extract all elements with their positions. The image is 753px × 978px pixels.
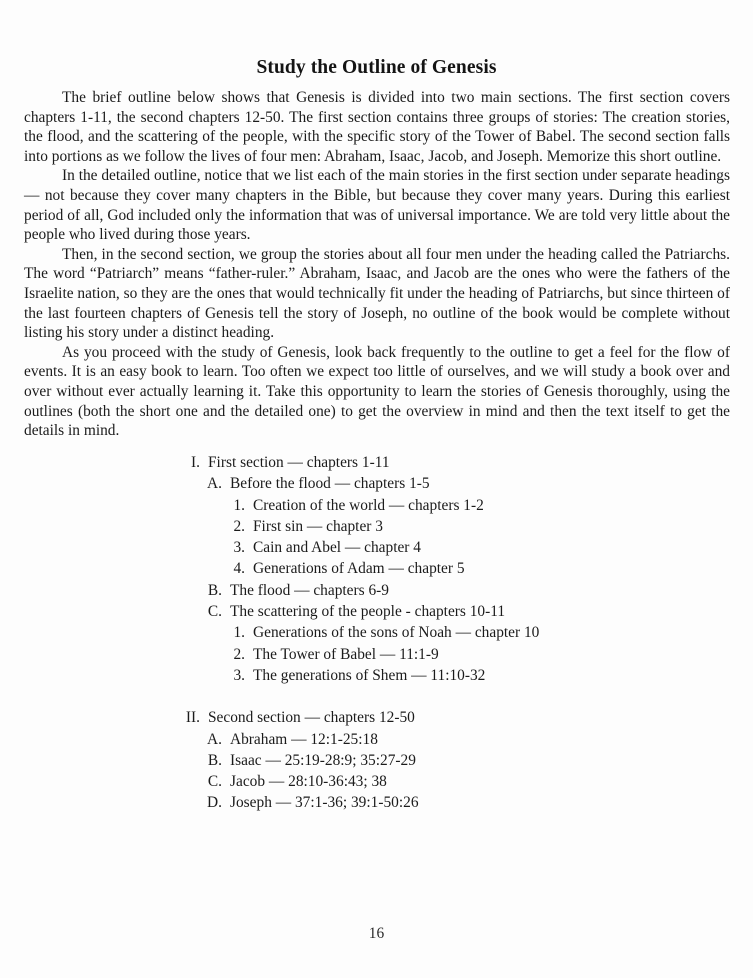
- page-title: Study the Outline of Genesis: [256, 57, 497, 79]
- outline-label: Cain and Abel — chapter 4: [253, 539, 421, 557]
- outline-label: Isaac — 25:19-28:9; 35:27-29: [230, 751, 416, 769]
- outline-marker: A.: [207, 475, 222, 493]
- outline-marker: II.: [185, 709, 200, 727]
- body-text: [24, 88, 730, 441]
- outline-item-1a3: [178, 537, 539, 558]
- outline-item-2a: [178, 729, 539, 750]
- outline-label: Generations of Adam — chapter 5: [253, 560, 465, 578]
- outline-label: Jacob — 28:10-36:43; 38: [230, 773, 387, 791]
- outline-section-two: [178, 707, 539, 813]
- paragraph-2: In the detailed outline, notice that we list each of the main stories in the first section under separate headings — not because they cover many chapters in the Bible, but because they cover many years. During this earliest period of all, God included only the information that was of universal importance. We are told very little about the people who lived during those years.: [24, 167, 730, 244]
- outline-marker: 1.: [233, 624, 245, 642]
- outline-marker: 2.: [233, 645, 245, 663]
- outline-label: Second section — chapters 12-50: [208, 709, 415, 727]
- outline-label: Joseph — 37:1-36; 39:1-50:26: [230, 794, 419, 812]
- outline-marker: B.: [207, 751, 222, 769]
- outline-label: The generations of Shem — 11:10-32: [253, 666, 486, 684]
- outline-item-section-one: [178, 452, 539, 473]
- outline-item-1a4: [178, 558, 539, 579]
- outline-item-2b: [178, 750, 539, 771]
- outline-label: The flood — chapters 6-9: [230, 581, 389, 599]
- genesis-outline: [178, 452, 539, 814]
- outline-label: First section — chapters 1-11: [208, 454, 390, 471]
- page-number: 16: [368, 925, 385, 942]
- outline-item-1c2: [178, 644, 539, 665]
- outline-marker: 2.: [233, 517, 245, 535]
- outline-item-1b: [178, 580, 539, 601]
- paragraph-1: The brief outline below shows that Genesis is divided into two main sections. The first section covers chapters 1-11, the second chapters 12-50. The first section contains three groups of stories: The creation stories, the flood, and the scattering of the people, with the specific story of the Tower of Babel. The second section falls into portions as we follow the lives of four men: Abraham, Isaac, Jacob, and Joseph. Memorize this short outline.: [24, 89, 730, 165]
- outline-item-1a: [178, 473, 539, 494]
- outline-item-2c: [178, 771, 539, 792]
- outline-label: The scattering of the people - chapters 10-11: [230, 603, 506, 621]
- outline-marker: A.: [207, 730, 222, 748]
- outline-item-2d: [178, 792, 539, 813]
- outline-marker: 3.: [233, 666, 245, 684]
- outline-label: Abraham — 12:1-25:18: [230, 730, 378, 748]
- outline-marker: I.: [191, 454, 200, 471]
- outline-marker: C.: [207, 773, 222, 791]
- outline-marker: C.: [207, 603, 222, 621]
- outline-marker: B.: [207, 581, 222, 599]
- outline-label: First sin — chapter 3: [253, 517, 383, 535]
- outline-item-section-two: [178, 707, 539, 728]
- outline-section-one: [178, 452, 539, 686]
- outline-marker: 1.: [233, 496, 245, 514]
- outline-item-1c3: [178, 665, 539, 686]
- outline-item-1a1: [178, 495, 539, 516]
- outline-item-1c: [178, 601, 539, 622]
- outline-label: Before the flood — chapters 1-5: [230, 475, 430, 493]
- outline-item-1c1: [178, 622, 539, 643]
- outline-marker: D.: [207, 794, 222, 812]
- outline-marker: 3.: [233, 539, 245, 557]
- outline-label: Generations of the sons of Noah — chapter 10: [253, 624, 540, 642]
- outline-marker: 4.: [233, 560, 245, 578]
- paragraph-3: Then, in the second section, we group the stories about all four men under the heading called the Patriarchs. The word “Patriarch” means “father-ruler.” Abraham, Isaac, and Jacob are the ones who were the fathers of the Israelite nation, so they are the ones that would technically fit under the heading of Patriarchs, but since thirteen of the last fourteen chapters of Genesis tell the story of Joseph, no outline of the book would be complete without listing his story under a distinct heading.: [24, 245, 730, 342]
- outline-item-1a2: [178, 516, 539, 537]
- outline-label: The Tower of Babel — 11:1-9: [253, 645, 439, 663]
- paragraph-4: As you proceed with the study of Genesis, look back frequently to the outline to get a feel for the flow of events. It is an easy book to learn. Too often we expect too little of ourselves, and we will study a book over and over without ever actually learning it. Take this opportunity to learn the stories of Genesis thoroughly, using the outlines (both the short one and the detailed one) to get the overview in mind and then the text itself to get the details in mind.: [24, 343, 730, 440]
- outline-label: Creation of the world — chapters 1-2: [253, 496, 484, 514]
